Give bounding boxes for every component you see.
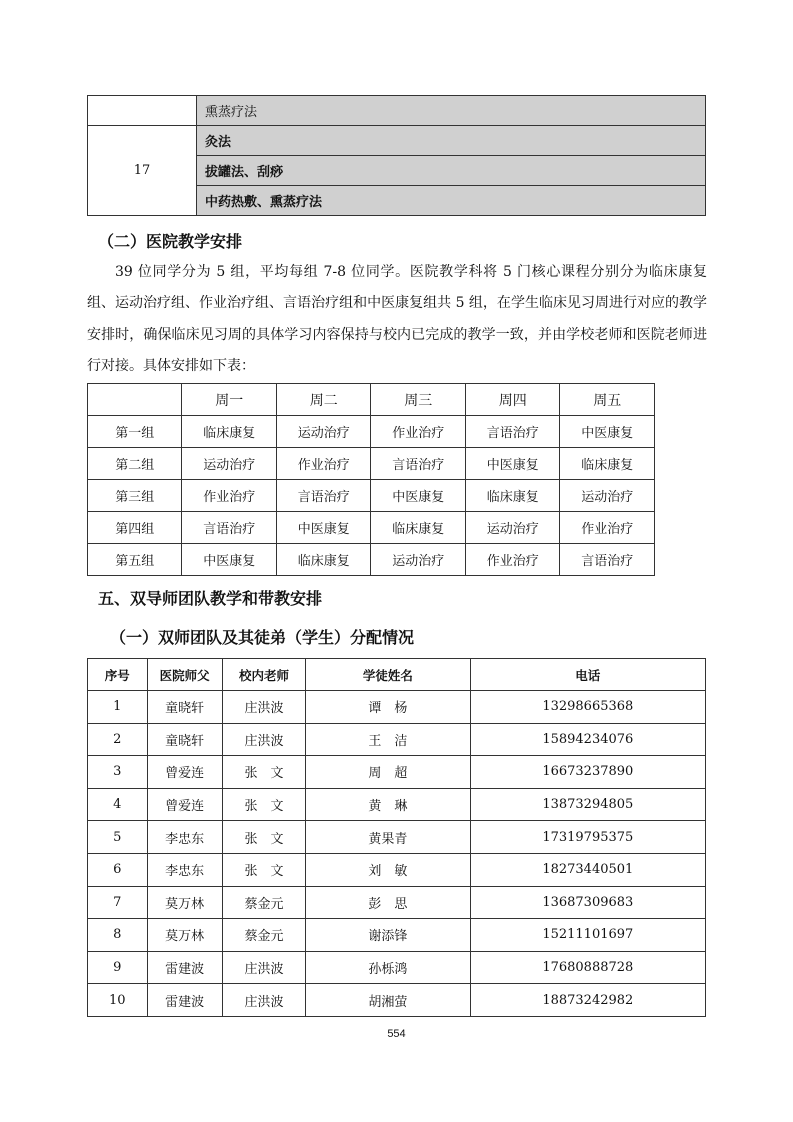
table-cell: 蔡金元 xyxy=(222,886,305,919)
table-cell: 13687309683 xyxy=(470,886,705,919)
section-heading: （二）医院教学安排 xyxy=(98,232,243,251)
table-cell: 运动治疗 xyxy=(560,480,655,512)
table-cell: 莫万林 xyxy=(147,919,222,952)
mentor-table xyxy=(87,658,706,1017)
table-cell: 临床康复 xyxy=(182,416,277,448)
table-row xyxy=(88,544,655,576)
table-cell: 谭 杨 xyxy=(306,691,470,724)
table-cell: 莫万林 xyxy=(147,886,222,919)
table-cell: 张 文 xyxy=(222,853,305,886)
table-cell: 临床康复 xyxy=(560,448,655,480)
table-cell: 谢添锋 xyxy=(306,919,470,952)
table-cell: 13298665368 xyxy=(470,691,705,724)
table-row xyxy=(88,919,706,952)
table-cell: 作业治疗 xyxy=(560,512,655,544)
column-header: 周四 xyxy=(465,384,560,416)
table-cell: 临床康复 xyxy=(276,544,371,576)
table-row xyxy=(88,448,655,480)
table-cell: 16673237890 xyxy=(470,756,705,789)
table-cell: 第一组 xyxy=(88,416,182,448)
table-cell: 2 xyxy=(88,723,148,756)
table-cell: 黄果青 xyxy=(306,821,470,854)
table-row xyxy=(88,821,706,854)
table-cell: 9 xyxy=(88,951,148,984)
table-cell: 17680888728 xyxy=(470,951,705,984)
table-cell: 第三组 xyxy=(88,480,182,512)
table-cell: 胡湘萤 xyxy=(306,984,470,1017)
table-cell: 黄 琳 xyxy=(306,788,470,821)
table-cell: 言语治疗 xyxy=(371,448,466,480)
table-cell: 4 xyxy=(88,788,148,821)
table-cell: 7 xyxy=(88,886,148,919)
table-cell: 周 超 xyxy=(306,756,470,789)
table-cell: 拔罐法、刮痧 xyxy=(197,156,706,186)
table-cell: 庄洪波 xyxy=(222,691,305,724)
table-cell: 6 xyxy=(88,853,148,886)
body-paragraph: 39 位同学分为 5 组，平均每组 7-8 位同学。医院教学科将 5 门核心课程分别分为临床康复组、运动治疗组、作业治疗组、言语治疗组和中医康复组共 5 组，在学生临床见习周进行对应的教学安排时，确保临床见习周的具体学习内容保持与校内已完成的教学一致，并由学校老师和医院老师进行对接。具体安排如下表： xyxy=(87,264,707,374)
table-cell: 中医康复 xyxy=(560,416,655,448)
table-cell: 王 洁 xyxy=(306,723,470,756)
table-row xyxy=(88,951,706,984)
table-cell: 中医康复 xyxy=(465,448,560,480)
column-header: 校内老师 xyxy=(222,659,305,691)
table-cell: 作业治疗 xyxy=(276,448,371,480)
table-cell: 刘 敏 xyxy=(306,853,470,886)
therapy-table xyxy=(87,95,706,216)
table-cell: 庄洪波 xyxy=(222,951,305,984)
table-row xyxy=(88,723,706,756)
table-row xyxy=(88,691,706,724)
table-row xyxy=(88,984,706,1017)
table-cell: 中药热敷、熏蒸疗法 xyxy=(197,186,706,216)
table-cell: 彭 思 xyxy=(306,886,470,919)
table-cell: 15894234076 xyxy=(470,723,705,756)
column-header: 学徒姓名 xyxy=(306,659,470,691)
column-header: 医院师父 xyxy=(147,659,222,691)
table-cell: 熏蒸疗法 xyxy=(197,96,706,126)
table-cell: 运动治疗 xyxy=(276,416,371,448)
table-cell: 庄洪波 xyxy=(222,984,305,1017)
section-heading: 五、双导师团队教学和带教安排 xyxy=(98,589,323,608)
column-header: 周二 xyxy=(276,384,371,416)
table-cell: 童晓轩 xyxy=(147,691,222,724)
table-cell: 运动治疗 xyxy=(371,544,466,576)
column-header: 周五 xyxy=(560,384,655,416)
column-header: 周一 xyxy=(182,384,277,416)
table-cell: 作业治疗 xyxy=(465,544,560,576)
table-cell: 18273440501 xyxy=(470,853,705,886)
table-cell: 1 xyxy=(88,691,148,724)
table-cell: 中医康复 xyxy=(276,512,371,544)
table-row xyxy=(88,788,706,821)
table-cell: 庄洪波 xyxy=(222,723,305,756)
table-cell: 运动治疗 xyxy=(182,448,277,480)
column-header: 序号 xyxy=(88,659,148,691)
column-header: 电话 xyxy=(470,659,705,691)
table-cell: 第二组 xyxy=(88,448,182,480)
table-cell: 灸法 xyxy=(197,126,706,156)
table-cell: 蔡金元 xyxy=(222,919,305,952)
table-cell: 言语治疗 xyxy=(465,416,560,448)
table-cell: 8 xyxy=(88,919,148,952)
table-cell: 张 文 xyxy=(222,756,305,789)
table-cell: 3 xyxy=(88,756,148,789)
table-cell: 张 文 xyxy=(222,788,305,821)
table-cell: 10 xyxy=(88,984,148,1017)
table-cell: 孙栎鸿 xyxy=(306,951,470,984)
table-row xyxy=(88,756,706,789)
table-cell: 雷建波 xyxy=(147,951,222,984)
schedule-table xyxy=(87,383,655,576)
table-row xyxy=(88,886,706,919)
table-cell: 作业治疗 xyxy=(371,416,466,448)
table-cell: 15211101697 xyxy=(470,919,705,952)
page-number: 554 xyxy=(387,1028,406,1040)
header-row xyxy=(88,384,655,416)
table-cell: 言语治疗 xyxy=(560,544,655,576)
table-cell: 张 文 xyxy=(222,821,305,854)
table-cell: 中医康复 xyxy=(371,480,466,512)
row-number: 17 xyxy=(88,126,197,216)
table-row xyxy=(88,512,655,544)
table-row xyxy=(88,853,706,886)
table-cell: 曾爱连 xyxy=(147,788,222,821)
table-row xyxy=(88,480,655,512)
subsection-heading: （一）双师团队及其徒弟（学生）分配情况 xyxy=(110,628,415,647)
table-cell: 17319795375 xyxy=(470,821,705,854)
table-cell: 第五组 xyxy=(88,544,182,576)
table-cell: 言语治疗 xyxy=(276,480,371,512)
table-cell: 言语治疗 xyxy=(182,512,277,544)
table-cell: 中医康复 xyxy=(182,544,277,576)
table-row xyxy=(88,416,655,448)
table-cell: 童晓轩 xyxy=(147,723,222,756)
table-cell: 第四组 xyxy=(88,512,182,544)
column-header: 周三 xyxy=(371,384,466,416)
table-cell: 运动治疗 xyxy=(465,512,560,544)
table-cell: 雷建波 xyxy=(147,984,222,1017)
table-cell: 曾爱连 xyxy=(147,756,222,789)
table-cell: 13873294805 xyxy=(470,788,705,821)
column-header xyxy=(88,384,182,416)
table-cell: 作业治疗 xyxy=(182,480,277,512)
table-cell: 5 xyxy=(88,821,148,854)
table-cell: 李忠东 xyxy=(147,821,222,854)
table-cell: 临床康复 xyxy=(371,512,466,544)
table-cell: 临床康复 xyxy=(465,480,560,512)
table-cell: 18873242982 xyxy=(470,984,705,1017)
table-cell: 李忠东 xyxy=(147,853,222,886)
header-row xyxy=(88,659,706,691)
